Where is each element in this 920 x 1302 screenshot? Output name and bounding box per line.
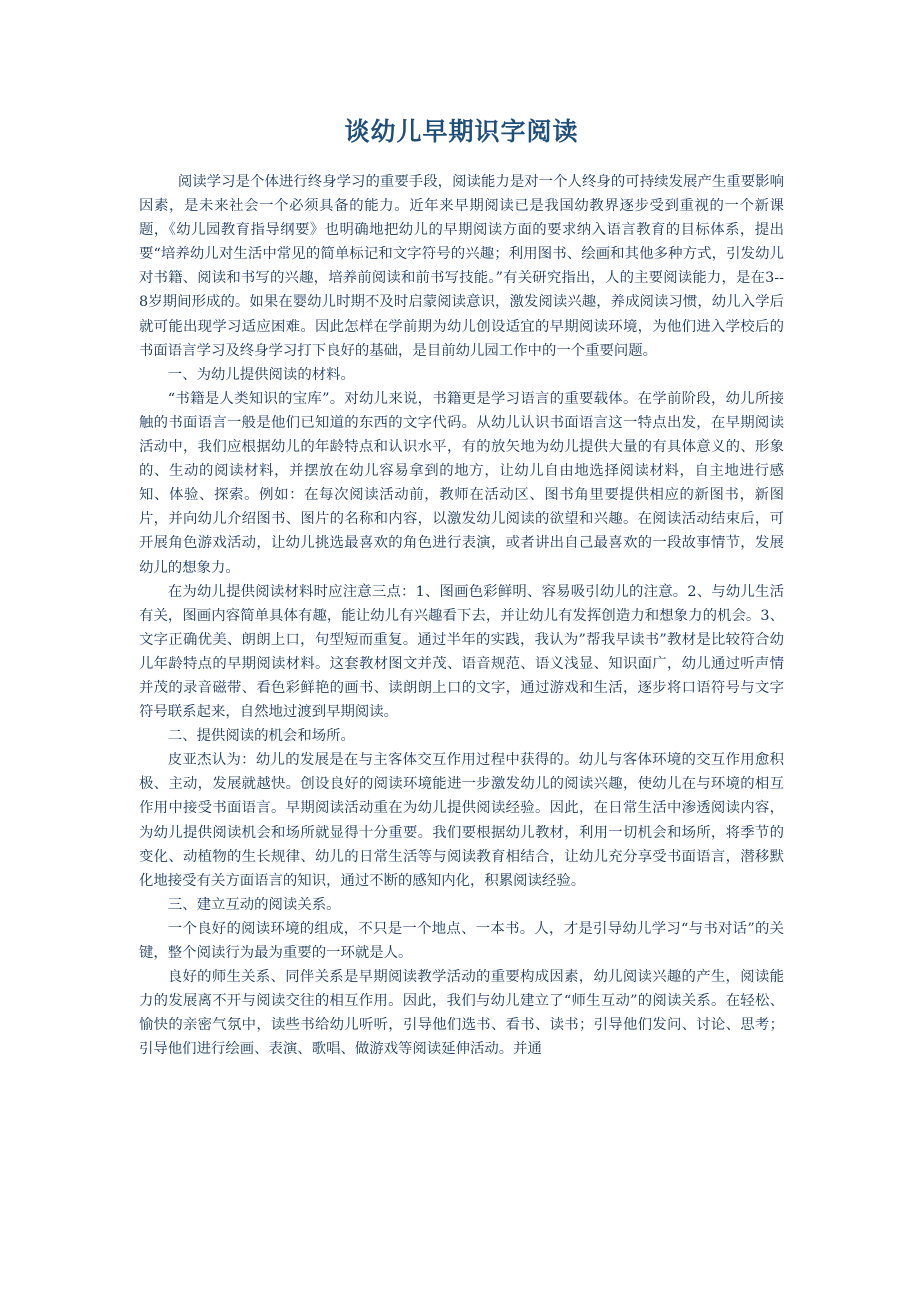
section-heading-1: 一、为幼儿提供阅读的材料。: [167, 366, 355, 383]
intro-paragraph: 阅读学习是个体进行终身学习的重要手段，阅读能力是对一个人终身的可持续发展产生重要影响因素，是未来社会一个必须具备的能力。近年来早期阅读已是我国幼教界逐步受到重视的一个新课题，《幼儿园教育指导纲要》也明确地把幼儿的早期阅读方面的要求纳入语言教育的目标体系，提出要“培养幼儿对生活中常见的简单标记和文字符号的兴趣；利用图书、绘画和其他多种方式，引发幼儿对书籍、阅读和书写的兴趣，培养前阅读和前书写技能。”有关研究指出，人的主要阅读能力，是在3--8岁期间形成的。如果在婴幼儿时期不及时启蒙阅读意识，激发阅读兴趣，养成阅读习惯，幼儿入学后就可能出现学习适应困难。因此怎样在学前期为幼儿创设适宜的早期阅读环境，为他们进入学校后的书面语言学习及终身学习打下良好的基础，是目前幼儿园工作中的一个重要问题。: [139, 174, 784, 359]
document-title: 谈幼儿早期识字阅读: [344, 117, 579, 146]
section-3-paragraph-2: 良好的师生关系、同伴关系是早期阅读教学活动的重要构成因素，幼儿阅读兴趣的产生，阅读能力的发展离不开与阅读交往的相互作用。因此，我们与幼儿建立了“师生互动”的阅读关系。在轻松、愉快的亲密气氛中，读些书给幼儿听听，引导他们选书、看书、读书；引导他们发问、讨论、思考；引导他们进行绘画、表演、歌唱、做游戏等阅读延伸活动。并通: [139, 969, 784, 1058]
section-3-paragraph-1: 一个良好的阅读环境的组成，不只是一个地点、一本书。人，才是引导幼儿学习“与书对话”的关键，整个阅读行为最为重要的一环就是人。: [139, 920, 784, 961]
section-heading-2: 二、提供阅读的机会和场所。: [167, 728, 355, 745]
section-heading-3: 三、建立互动的阅读关系。: [167, 896, 341, 913]
section-1-paragraph-2: 在为幼儿提供阅读材料时应注意三点：1、图画色彩鲜明、容易吸引幼儿的注意。2、与幼儿生活有关，图画内容简单具体有趣，能让幼儿有兴趣看下去，并让幼儿有发挥创造力和想象力的机会。3、文字正确优美、朗朗上口，句型短而重复。通过半年的实践，我认为”帮我早读书”教材是比较符合幼儿年龄特点的早期阅读材料。这套教材图文并茂、语音规范、语义浅显、知识面广，幼儿通过听声情并茂的录音磁带、看色彩鲜艳的画书、读朗朗上口的文字，通过游戏和生活，逐步将口语符号与文字符号联系起来，自然地过渡到早期阅读。: [139, 583, 784, 721]
section-1-paragraph-1: “书籍是人类知识的宝库”。对幼儿来说，书籍更是学习语言的重要载体。在学前阶段，幼儿所接触的书面语言一般是他们已知道的东西的文字代码。从幼儿认识书面语言这一特点出发，在早期阅读活动中，我们应根据幼儿的年龄特点和认识水平，有的放矢地为幼儿提供大量的有具体意义的、形象的、生动的阅读材料，并摆放在幼儿容易拿到的地方，让幼儿自由地选择阅读材料，自主地进行感知、体验、探索。例如：在每次阅读活动前，教师在活动区、图书角里要提供相应的新图书，新图片，并向幼儿介绍图书、图片的名称和内容，以激发幼儿阅读的欲望和兴趣。在阅读活动结束后，可开展角色游戏活动，让幼儿挑选最喜欢的角色进行表演，或者讲出自己最喜欢的一段故事情节，发展幼儿的想象力。: [139, 390, 784, 576]
document-body: [139, 170, 784, 1061]
document-page: [139, 0, 784, 1061]
section-2-paragraph-1: 皮亚杰认为：幼儿的发展是在与主客体交互作用过程中获得的。幼儿与客体环境的交互作用愈积极、主动，发展就越快。创设良好的阅读环境能进一步激发幼儿的阅读兴趣，使幼儿在与环境的相互作用中接受书面语言。早期阅读活动重在为幼儿提供阅读经验。因此，在日常生活中渗透阅读内容，为幼儿提供阅读机会和场所就显得十分重要。我们要根据幼儿教材，利用一切机会和场所，将季节的变化、动植物的生长规律、幼儿的日常生活等与阅读教育相结合，让幼儿充分享受书面语言，潜移默化地接受有关方面语言的知识，通过不断的感知内化，积累阅读经验。: [139, 752, 784, 889]
